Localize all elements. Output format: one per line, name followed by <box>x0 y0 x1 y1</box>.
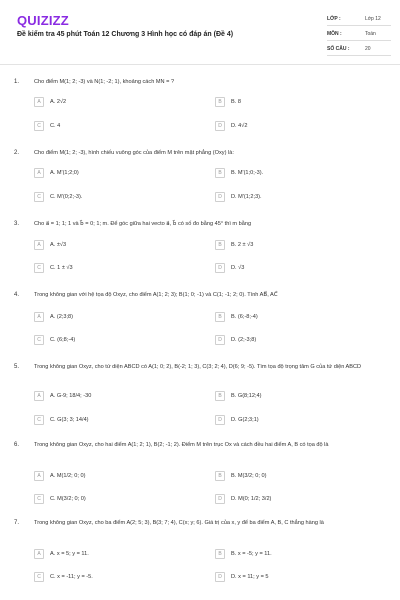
option-d[interactable] <box>215 263 365 273</box>
option-b[interactable] <box>215 312 365 322</box>
option-text: C. 4 <box>50 122 61 129</box>
option-text: D. x = 11; y = 5 <box>231 573 269 580</box>
question-number: 2. <box>14 150 20 156</box>
option-text: A. G-9; 18/4; -30 <box>50 392 92 399</box>
option-b[interactable] <box>215 240 365 250</box>
option-text: C. 1 ± √3 <box>50 264 73 271</box>
option-b[interactable] <box>215 549 365 559</box>
option-letter-box: C <box>34 192 44 202</box>
question-number: 7. <box>14 520 20 526</box>
option-letter-box: D <box>215 121 225 131</box>
worksheet-header <box>0 0 400 64</box>
meta-subject-value: Toán <box>365 31 376 37</box>
option-a[interactable] <box>34 168 184 178</box>
option-d[interactable] <box>215 494 365 504</box>
option-c[interactable] <box>34 335 184 345</box>
option-text: B. M(3/2; 0; 0) <box>231 472 267 479</box>
option-c[interactable] <box>34 494 184 504</box>
option-text: D. M'(1;2;3). <box>231 193 262 200</box>
option-d[interactable] <box>215 121 365 131</box>
option-letter-box: B <box>215 312 225 322</box>
option-text: A. M'(1;2;0) <box>50 169 79 176</box>
option-a[interactable] <box>34 391 184 401</box>
option-d[interactable] <box>215 415 365 425</box>
option-d[interactable] <box>215 192 365 202</box>
option-text: D. √3 <box>231 264 245 271</box>
option-text: B. M'(1;0;-3). <box>231 169 264 176</box>
option-letter-box: D <box>215 415 225 425</box>
question-text: Trong không gian Oxyz, cho tứ diện ABCD có A(1; 0; 2), B(-2; 1; 3), C(3; 2; 4), D(6; 9; -5). Tìm tọa độ trọng tâm G của tứ diện ABCD <box>34 364 362 370</box>
option-a[interactable] <box>34 97 184 107</box>
option-letter-box: A <box>34 549 44 559</box>
question-number: 6. <box>14 442 20 448</box>
question-number: 3. <box>14 221 20 227</box>
option-letter-box: B <box>215 391 225 401</box>
option-text: C. x = -11; y = -5. <box>50 573 93 580</box>
option-letter-box: D <box>215 335 225 345</box>
option-text: D. G(2;3;1) <box>231 416 259 423</box>
option-c[interactable] <box>34 572 184 582</box>
question-number: 1. <box>14 79 20 85</box>
option-letter-box: D <box>215 572 225 582</box>
option-text: B. G(8;12;4) <box>231 392 262 399</box>
option-text: D. 4√2 <box>231 122 248 129</box>
meta-divider <box>327 55 391 56</box>
meta-count-value: 20 <box>365 46 371 52</box>
meta-divider <box>327 40 391 41</box>
option-text: A. ±√3 <box>50 241 67 248</box>
option-letter-box: C <box>34 494 44 504</box>
option-letter-box: A <box>34 391 44 401</box>
question-text: Trong không gian Oxyz, cho hai điểm A(1; 2; 1), B(2; -1; 2). Điểm M trên trục Ox và cách đều hai điểm A, B có tọa độ là <box>34 442 329 448</box>
option-text: B. 2 ± √3 <box>231 241 254 248</box>
header-divider <box>0 64 400 65</box>
option-b[interactable] <box>215 97 365 107</box>
option-b[interactable] <box>215 471 365 481</box>
page-title: Đề kiểm tra 45 phút Toán 12 Chương 3 Hình học có đáp án (Đề 4) <box>17 31 234 38</box>
option-text: A. x = 5; y = 11. <box>50 550 89 557</box>
option-letter-box: D <box>215 263 225 273</box>
meta-divider <box>327 25 391 26</box>
option-c[interactable] <box>34 263 184 273</box>
option-text: B. x = -5; y = 11. <box>231 550 272 557</box>
option-c[interactable] <box>34 415 184 425</box>
option-b[interactable] <box>215 391 365 401</box>
option-text: A. M(1/2; 0; 0) <box>50 472 86 479</box>
option-letter-box: B <box>215 168 225 178</box>
meta-subject-label: MÔN : <box>327 31 342 37</box>
option-letter-box: B <box>215 97 225 107</box>
question-text: Trong không gian Oxyz, cho ba điểm A(2; 5; 3), B(3; 7; 4), C(x; y; 6). Giá trị của x, y để ba điểm A, B, C thẳng hàng là <box>34 520 324 526</box>
option-letter-box: A <box>34 471 44 481</box>
option-letter-box: D <box>215 192 225 202</box>
option-a[interactable] <box>34 240 184 250</box>
question-text: Cho điểm M(1; 2; -3), hình chiếu vuông góc của điểm M trên mặt phẳng (Oxy) là: <box>34 150 234 156</box>
option-text: C. G(3; 3; 14/4) <box>50 416 89 423</box>
option-letter-box: A <box>34 168 44 178</box>
option-a[interactable] <box>34 312 184 322</box>
option-letter-box: A <box>34 97 44 107</box>
question-text: Trong không gian với hệ tọa độ Oxyz, cho điểm A(1; 2; 3); B(1; 0; -1) và C(1; -1; 2; 0). Tính AB⃗, AC⃗ <box>34 292 278 298</box>
option-letter-box: C <box>34 572 44 582</box>
option-b[interactable] <box>215 168 365 178</box>
option-text: A. (2;3;8) <box>50 313 74 320</box>
option-text: B. 8 <box>231 98 241 105</box>
option-d[interactable] <box>215 335 365 345</box>
option-text: C. M'(0;2;-3). <box>50 193 83 200</box>
option-text: D. M(0; 1/2; 3/2) <box>231 495 272 502</box>
option-a[interactable] <box>34 549 184 559</box>
option-c[interactable] <box>34 121 184 131</box>
option-letter-box: A <box>34 240 44 250</box>
meta-class-value: Lớp 12 <box>365 16 381 22</box>
option-text: C. (6;8;-4) <box>50 336 76 343</box>
option-d[interactable] <box>215 572 365 582</box>
meta-count-label: SỐ CÂU : <box>327 46 350 52</box>
question-number: 4. <box>14 292 20 298</box>
quizizz-logo: QUIZIZZ <box>17 13 69 28</box>
option-letter-box: C <box>34 121 44 131</box>
option-letter-box: B <box>215 549 225 559</box>
question-text: Cho a⃗ = 1; 1; 1 và b⃗ = 0; 1; m. Để góc giữa hai vecto a⃗, b⃗ có số đo bằng 45° thì m bằng <box>34 221 252 227</box>
option-letter-box: B <box>215 471 225 481</box>
option-letter-box: C <box>34 263 44 273</box>
option-letter-box: A <box>34 312 44 322</box>
meta-class-label: LỚP : <box>327 16 341 22</box>
option-a[interactable] <box>34 471 184 481</box>
option-letter-box: B <box>215 240 225 250</box>
option-text: B. (6;-8;-4) <box>231 313 258 320</box>
question-number: 5. <box>14 364 20 370</box>
option-letter-box: C <box>34 415 44 425</box>
option-text: A. 2√2 <box>50 98 67 105</box>
option-letter-box: D <box>215 494 225 504</box>
option-text: D. (2;-3;8) <box>231 336 257 343</box>
option-letter-box: C <box>34 335 44 345</box>
question-text: Cho điểm M(1; 2; -3) và N(1; -2; 1), khoảng cách MN = ? <box>34 79 175 85</box>
option-text: C. M(3/2; 0; 0) <box>50 495 86 502</box>
option-c[interactable] <box>34 192 184 202</box>
